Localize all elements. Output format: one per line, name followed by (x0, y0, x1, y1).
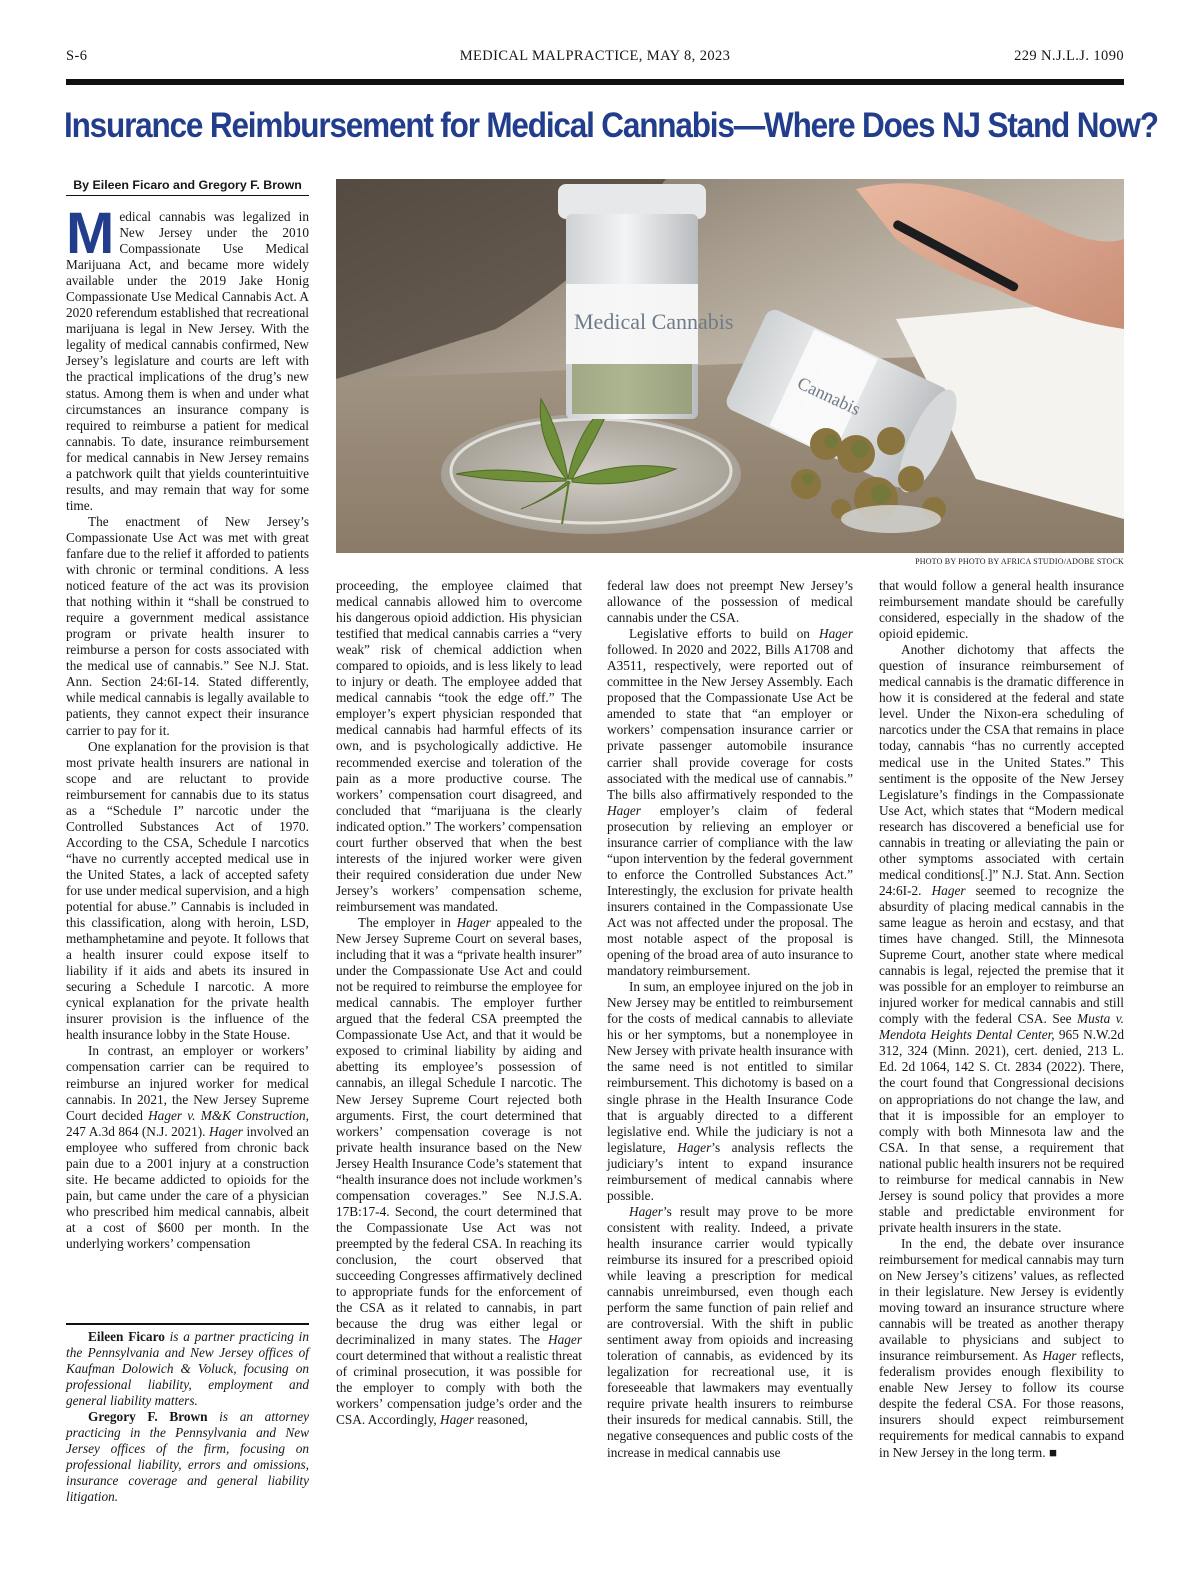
bio-divider (66, 1323, 309, 1325)
paragraph: The employer in Hager appealed to the New Jersey Supreme Court on several bases, including that it was a “private health insurer” under the Compassionate Use Act and could not be required to reimburse the employee for medical cannabis. The employer further argued that the federal CSA preempted the Compassionate Use Act, and that it would be exposed to criminal liability by aiding and abetting its employee’s possession of cannabis, an illegal Schedule I narcotic. The New Jersey Supreme Court rejected both arguments. First, the court determined that workers’ compensation coverage is not private health insurance based on the New Jersey Health Insurance Code’s statement that “health insurance does not include workmen’s compensation coverages.” See N.J.S.A. 17B:17-4. Second, the court determined that the Compassionate Use Act was not preempted by the federal CSA. In reaching its conclusion, the court observed that succeeding Congresses affirmatively declined to appropriate funds for the enforcement of the CSA as it related to cannabis, in part because the drug was either legal or decriminalized in many states. The Hager court determined that without a realistic threat of criminal prosecution, it was possible for the employer to comply with both the workers’ compensation judge’s order and the CSA. Accordingly, Hager reasoned, (336, 914, 582, 1428)
paragraph: Hager’s result may prove to be more consistent with reality. Indeed, a private health insurance carrier would typically reimburse its insured for a prescribed opioid while leaving a prescription for medical cannabis unreimbursed, even though each perform the same function of pain relief and are controversial. With the shift in public sentiment away from opioids and increasing toleration of cannabis, as evidenced by its legalization for recreational use, it is foreseeable that lawmakers may eventually require private health insurers to reimburse their insureds for medical cannabis. Still, the negative consequences and public costs of the increase in medical cannabis use (607, 1203, 853, 1460)
paragraph: Legislative efforts to build on Hager followed. In 2020 and 2022, Bills A1708 and A3511, respectively, were reported out of committee in the New Jersey Assembly. Each proposed that the Compassionate Use Act be amended to state that “an employer or workers’ compensation insurance carrier or private passenger automobile insurance carrier shall provide coverage for costs associated with the medical use of cannabis.” The bills also affirmatively responded to the Hager employer’s claim of federal prosecution by relieving an employer or insurance carrier of compliance with the law “upon intervention by the federal government to enforce the Controlled Substances Act.” Interestingly, the exclusion for private health insurers contained in the Compassionate Use Act was not affected under the proposal. The most notable aspect of the proposal is opening of the broad area of auto insurance to mandatory reimbursement. (607, 626, 853, 979)
article-photo (336, 179, 1124, 553)
citation: 229 N.J.L.J. 1090 (1014, 48, 1124, 64)
column-3 (607, 578, 853, 1461)
article-title: Insurance Reimbursement for Medical Cannabis—Where Does NJ Stand Now? (64, 106, 1158, 145)
paragraph: federal law does not preempt New Jersey’s allowance of the possession of medical cannabis under the CSA. (607, 578, 853, 626)
paragraph: In contrast, an employer or workers’ compensation carrier can be required to reimburse an injured worker for medical cannabis. In 2021, the New Jersey Supreme Court decided Hager v. M&K Construction, 247 A.3d 864 (N.J. 2021). Hager involved an employee who suffered from chronic back pain due to a 2001 injury at a construction site. He became addicted to opioids for the pain, but came under the care of a physician who prescribed him medical cannabis, albeit at a cost of $600 per month. In the underlying workers’ compensation (66, 1043, 310, 1251)
column-2 (336, 578, 582, 1428)
page-number: S-6 (66, 48, 88, 64)
author-bio: Eileen Ficaro is a partner practicing in the Pennsylvania and New Jersey offices of Kaufman Dolowich & Voluck, focusing on professional liability, employment and general liability matters. (66, 1329, 309, 1409)
jar-label-2: Cannabis (794, 372, 864, 420)
paragraph: Medical cannabis was legalized in New Jersey under the 2010 Compassionate Use Medical Marijuana Act, and became more widely available under the 2019 Jake Honig Compassionate Use Medical Cannabis Act. A 2020 referendum established that recreational marijuana is legal in New Jersey. With the legality of medical cannabis confirmed, New Jersey’s legislature and courts are left with the practical implications of the drug’s new status. Among them is when and under what circumstances an insurance company is required to reimburse a patient for medical cannabis. To date, insurance reimbursement for medical cannabis in New Jersey remains a patchwork quilt that yields counterintuitive results, and may remain that way for some time. (66, 201, 309, 513)
paragraph: proceeding, the employee claimed that medical cannabis allowed him to overcome his dangerous opioid addiction. His physician testified that medical cannabis carries a “very weak” risk of chemical addiction when compared to opioids, and is less likely to lead to injury or death. The employee added that medical cannabis “took the edge off.” The employer’s expert physician responded that medical cannabis had harmful effects of its own, and is psychologically addictive. He recommended exercise and toleration of the pain as a more productive course. The workers’ compensation court disagreed, and concluded that “marijuana is the clearly indicated option.” The workers’ compensation court further observed that when the best interests of the injured worker were given their required consideration due under New Jersey’s workers’ compensation scheme, reimbursement was mandated. (336, 578, 582, 914)
paragraph: In the end, the debate over insurance reimbursement for medical cannabis may turn on New Jersey’s citizens’ values, as reflected in their legislature. New Jersey is evidently moving toward an insurance structure where cannabis will be treated as another therapy available to physicians and subject to insurance reimbursement. As Hager reflects, federalism provides enough flexibility to enable New Jersey to follow its course despite the federal CSA. For those reasons, insurers should expect reimbursement requirements for medical cannabis to expand in New Jersey in the long term. ■ (879, 1235, 1124, 1460)
author-bios (66, 1329, 309, 1506)
section-date: MEDICAL MALPRACTICE, MAY 8, 2023 (459, 48, 731, 64)
running-header (66, 48, 1124, 68)
byline: By Eileen Ficaro and Gregory F. Brown (66, 178, 309, 196)
column-4 (879, 578, 1124, 1461)
author-bio: Gregory F. Brown is an attorney practicing in the Pennsylvania and New Jersey offices of the firm, focusing on professional liability, errors and omissions, insurance coverage and general liability litigation. (66, 1409, 309, 1505)
photo-credit: PHOTO BY PHOTO BY AFRICA STUDIO/ADOBE STOCK (915, 557, 1124, 566)
header-rule (66, 79, 1124, 85)
column-1 (66, 201, 310, 1252)
jar-label: Medical Cannabis (574, 309, 734, 334)
paragraph: Another dichotomy that affects the question of insurance reimbursement of medical cannabis is the dramatic difference in how it is considered at the federal and state level. Under the Nixon-era scheduling of narcotics under the CSA that remains in place today, cannabis “has no currently accepted medical use in the United States.” This sentiment is the opposite of the New Jersey Legislature’s findings in the Compassionate Use Act, which states that “Modern medical research has discovered a beneficial use for cannabis in treating or alleviating the pain or other symptoms associated with certain medical conditions[.]” N.J. Stat. Ann. Section 24:6I-2. Hager seemed to recognize the absurdity of placing medical cannabis in the same league as heroin and ecstasy, and that times have changed. Still, the Minnesota Supreme Court, another state where medical cannabis is legal, rejected the premise that it was possible for an employer to reimburse an injured worker for medical cannabis and still comply with the federal CSA. See Musta v. Mendota Heights Dental Center, 965 N.W.2d 312, 324 (Minn. 2021), cert. denied, 213 L. Ed. 2d 1064, 142 S. Ct. 2834 (2022). There, the court found that Congressional decisions on appropriations do not change the law, and that it is impossible for an employer to comply with both Minnesota law and the CSA. In that sense, a requirement that national public health insurers not be required to reimburse for medical cannabis in New Jersey is sound policy that provides a more stable and predictable environment for private health insurers in the state. (879, 642, 1125, 1235)
drop-cap: M (66, 201, 115, 266)
paragraph: that would follow a general health insurance reimbursement mandate should be carefully considered, especially in the shadow of the opioid epidemic. (879, 578, 1124, 642)
paragraph: The enactment of New Jersey’s Compassionate Use Act was met with great fanfare due to the relief it afforded to patients with chronic or terminal conditions. A less noticed feature of the act was its provision that nothing within it “shall be construed to require a government medical assistance program or private health insurer to reimburse a person for costs associated with the medical use of cannabis.” See N.J. Stat. Ann. Section 24:6I-14. Stated differently, while medical cannabis is legally available to patients, they cannot expect their insurance carrier to pay for it. (66, 513, 309, 738)
paragraph: In sum, an employee injured on the job in New Jersey may be entitled to reimbursement for the costs of medical cannabis to alleviate his or her symptoms, but a nonemployee in New Jersey with private health insurance with the same need is not entitled to similar reimbursement. This dichotomy is based on a single phrase in the Health Insurance Code that is arguably directed to a different legislative end. While the judiciary is not a legislature, Hager’s analysis reflects the judiciary’s intent to expand insurance reimbursement of medical cannabis where possible. (607, 979, 853, 1203)
paragraph: One explanation for the provision is that most private health insurers are national in scope and are reluctant to provide reimbursement for cannabis due to its status as a “Schedule I” narcotic under the Controlled Substances Act of 1970. According to the CSA, Schedule I narcotics “have no currently accepted medical use in the United States, a lack of accepted safety for use under medical supervision, and a high potential for abuse.” Cannabis is included in this classification, along with heroin, LSD, methamphetamine and peyote. It follows that a health insurer could expose itself to liability if it aids and abets its insured in securing a Schedule I narcotic. A more cynical explanation for the private health insurer provision is the influence of the health insurance lobby in the State House. (66, 738, 309, 1043)
